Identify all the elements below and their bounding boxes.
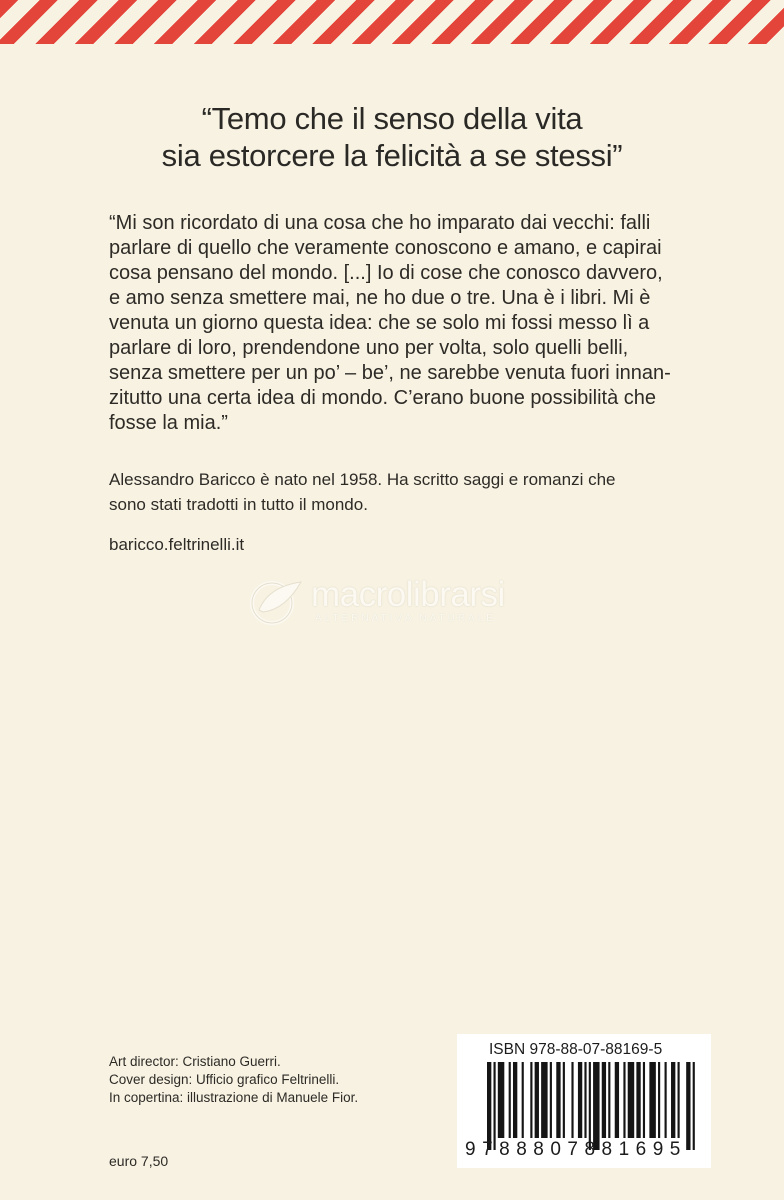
bio-line: sono stati tradotti in tutto il mondo. [109,495,368,514]
credit-line: In copertina: illustrazione di Manuele Fior. [109,1090,359,1105]
excerpt-line: “Mi son ricordato di una cosa che ho imparato dai vecchi: falli [109,212,651,234]
barcode-bar [584,1062,586,1138]
barcode-bar [636,1062,640,1138]
excerpt-line: parlare di loro, prendendone uno per volta, solo quelli belli, [109,337,629,359]
barcode-bar [535,1062,539,1138]
barcode-bars [487,1062,697,1150]
barcode-bar [615,1062,619,1138]
barcode-bar [643,1062,645,1138]
watermark-tagline: ALTERNATIVA NATURALE [315,613,496,624]
barcode-bar [487,1062,491,1150]
barcode-bar [530,1062,532,1138]
author-bio [109,467,699,517]
barcode-bar [578,1062,582,1138]
barcode-bar [509,1062,511,1138]
barcode-bar [571,1062,573,1138]
barcode-bar [513,1062,517,1138]
isbn-label: ISBN 978-88-07-88169-5 [489,1041,663,1058]
barcode-bar [649,1062,655,1138]
barcode-bar [498,1062,504,1138]
headline-line-2: sia estorcere la felicità a se stessi” [161,138,623,173]
barcode-bar [589,1062,591,1150]
top-stripe-border [0,0,784,44]
bio-line: Alessandro Baricco è nato nel 1958. Ha scritto saggi e romanzi che [109,470,616,489]
barcode-bar [623,1062,625,1138]
barcode-digits: 9788807881695 [465,1139,687,1160]
barcode-bar [493,1062,495,1150]
barcode-bar [628,1062,634,1138]
excerpt-paragraph [109,211,699,436]
barcode-bar [541,1062,547,1138]
barcode-bar [593,1062,599,1150]
barcode-bar [678,1062,680,1138]
excerpt-line: parlare di quello che veramente conoscono e amano, e capirai [109,237,662,259]
barcode-bar [693,1062,695,1150]
barcode-bar [563,1062,565,1138]
price-label: euro 7,50 [109,1153,169,1169]
excerpt-line: fosse la mia.” [109,412,228,434]
barcode-bar [550,1062,552,1138]
barcode-bar [522,1062,524,1138]
isbn-barcode-panel [457,1034,711,1168]
headline-line-1: “Temo che il senso della vita [201,101,583,136]
author-website: baricco.feltrinelli.it [109,535,245,554]
barcode-bar [671,1062,675,1138]
watermark-brand-name: macrolibrarsi [311,575,505,614]
excerpt-line: cosa pensano del mondo. [...] Io di cose che conosco davvero, [109,262,663,284]
excerpt-line: venuta un giorno questa idea: che se solo mi fossi messo lì a [109,312,650,334]
barcode-bar [602,1062,606,1138]
credit-line: Cover design: Ufficio grafico Feltrinelli. [109,1072,340,1087]
excerpt-line: zitutto una certa idea di mondo. C’erano buone possibilità che [109,387,657,409]
barcode-bar [658,1062,660,1138]
barcode-bar [665,1062,667,1138]
macrolibrarsi-watermark [245,572,545,632]
excerpt-line: e amo senza smettere mai, ne ho due o tre. Una è i libri. Mi è [109,287,651,309]
cover-credits [109,1053,358,1107]
excerpt-line: senza smettere per un po’ – be’, ne sarebbe venuta fuori innan- [109,362,671,384]
leaf-logo-icon [245,576,303,626]
headline-quote [60,100,724,174]
barcode-bar [686,1062,690,1150]
barcode-bar [608,1062,610,1138]
barcode-bar [556,1062,560,1138]
credit-line: Art director: Cristiano Guerri. [109,1054,281,1069]
